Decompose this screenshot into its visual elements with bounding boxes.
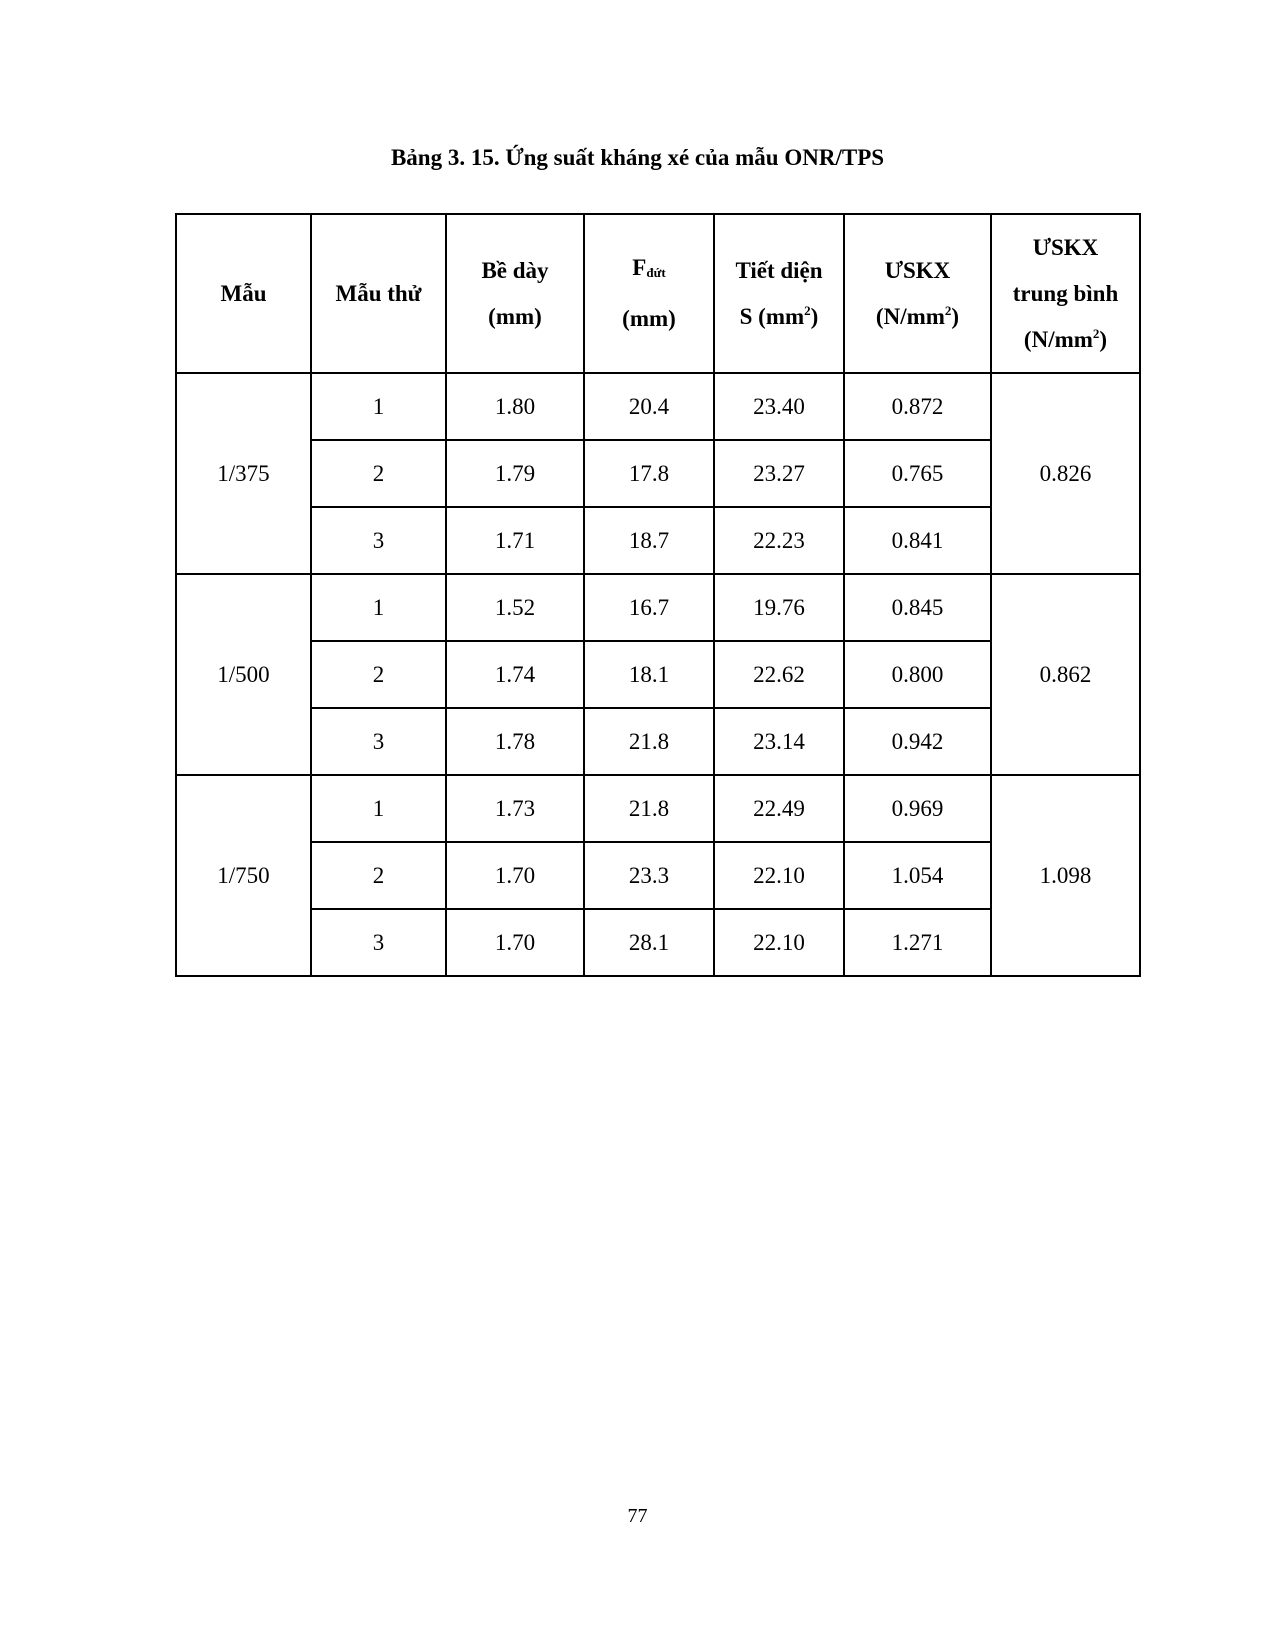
header-uskx-line2	[845, 294, 990, 340]
header-uskx-tb-line2: trung bình	[1012, 280, 1119, 306]
page-number: 77	[627, 1505, 648, 1527]
header-uskx-tb-line3	[992, 317, 1139, 363]
test-cell: 2	[311, 842, 446, 909]
area-cell: 22.62	[714, 641, 844, 708]
header-be-day-line1: Bề dày	[481, 257, 549, 283]
stress-cell: 0.969	[844, 775, 991, 842]
stress-cell: 0.942	[844, 708, 991, 775]
test-cell: 1	[311, 574, 446, 641]
stress-cell: 0.765	[844, 440, 991, 507]
header-uskx-tb-line1: ƯSKX	[1032, 234, 1099, 260]
area-cell: 22.10	[714, 909, 844, 976]
header-row	[176, 214, 1140, 373]
header-uskx-tb-unit: (N/mm	[1023, 326, 1093, 352]
stress-cell: 0.800	[844, 641, 991, 708]
force-cell: 21.8	[584, 708, 714, 775]
header-uskx-close: )	[951, 303, 960, 329]
average-cell: 0.862	[991, 574, 1140, 775]
stress-cell: 1.054	[844, 842, 991, 909]
area-cell: 22.10	[714, 842, 844, 909]
force-cell: 21.8	[584, 775, 714, 842]
header-uskx-sup: 2	[944, 302, 952, 318]
stress-cell: 0.872	[844, 373, 991, 440]
header-mau-thu-label: Mẫu thử	[335, 280, 422, 306]
table-row	[176, 373, 1140, 440]
area-cell: 23.14	[714, 708, 844, 775]
header-f-dut	[584, 214, 714, 373]
tear-stress-table	[175, 213, 1141, 977]
table-row	[176, 775, 1140, 842]
test-cell: 3	[311, 507, 446, 574]
test-cell: 3	[311, 909, 446, 976]
header-tiet-dien-line2	[715, 294, 843, 340]
test-cell: 1	[311, 373, 446, 440]
header-uskx-line1: ƯSKX	[884, 257, 951, 283]
header-f-dut-sub: đứt	[646, 265, 666, 280]
force-cell: 20.4	[584, 373, 714, 440]
header-uskx-tb-sup: 2	[1092, 325, 1100, 341]
average-cell: 1.098	[991, 775, 1140, 976]
sample-cell: 1/500	[176, 574, 311, 775]
header-be-day	[446, 214, 584, 373]
thickness-cell: 1.73	[446, 775, 584, 842]
area-cell: 23.27	[714, 440, 844, 507]
header-f-dut-line2: (mm)	[622, 306, 676, 331]
table-caption: Bảng 3. 15. Ứng suất kháng xé của mẫu ONR/TPS	[390, 145, 885, 170]
average-cell: 0.826	[991, 373, 1140, 574]
sample-cell: 1/375	[176, 373, 311, 574]
header-mau-label: Mẫu	[220, 280, 267, 306]
header-tiet-dien	[714, 214, 844, 373]
test-cell: 3	[311, 708, 446, 775]
thickness-cell: 1.70	[446, 842, 584, 909]
force-cell: 28.1	[584, 909, 714, 976]
thickness-cell: 1.70	[446, 909, 584, 976]
test-cell: 1	[311, 775, 446, 842]
stress-cell: 0.845	[844, 574, 991, 641]
thickness-cell: 1.74	[446, 641, 584, 708]
header-mau	[176, 214, 311, 373]
area-cell: 23.40	[714, 373, 844, 440]
header-tiet-dien-unit: S (mm	[739, 303, 805, 329]
area-cell: 22.49	[714, 775, 844, 842]
header-f-dut-line1	[585, 245, 713, 296]
thickness-cell: 1.71	[446, 507, 584, 574]
header-uskx	[844, 214, 991, 373]
force-cell: 18.7	[584, 507, 714, 574]
thickness-cell: 1.52	[446, 574, 584, 641]
stress-cell: 0.841	[844, 507, 991, 574]
header-tiet-dien-line1: Tiết diện	[735, 257, 823, 283]
header-mau-thu	[311, 214, 446, 373]
force-cell: 23.3	[584, 842, 714, 909]
thickness-cell: 1.78	[446, 708, 584, 775]
table-row	[176, 574, 1140, 641]
header-tiet-dien-close: )	[810, 303, 819, 329]
header-f-dut-main: F	[632, 255, 647, 280]
thickness-cell: 1.79	[446, 440, 584, 507]
header-tiet-dien-sup: 2	[804, 302, 811, 318]
area-cell: 22.23	[714, 507, 844, 574]
test-cell: 2	[311, 641, 446, 708]
header-uskx-tb-close: )	[1099, 326, 1108, 352]
sample-cell: 1/750	[176, 775, 311, 976]
force-cell: 18.1	[584, 641, 714, 708]
area-cell: 19.76	[714, 574, 844, 641]
header-uskx-average	[991, 214, 1140, 373]
header-uskx-unit: (N/mm	[875, 303, 945, 329]
test-cell: 2	[311, 440, 446, 507]
stress-cell: 1.271	[844, 909, 991, 976]
force-cell: 17.8	[584, 440, 714, 507]
force-cell: 16.7	[584, 574, 714, 641]
header-be-day-line2: (mm)	[488, 303, 542, 329]
thickness-cell: 1.80	[446, 373, 584, 440]
